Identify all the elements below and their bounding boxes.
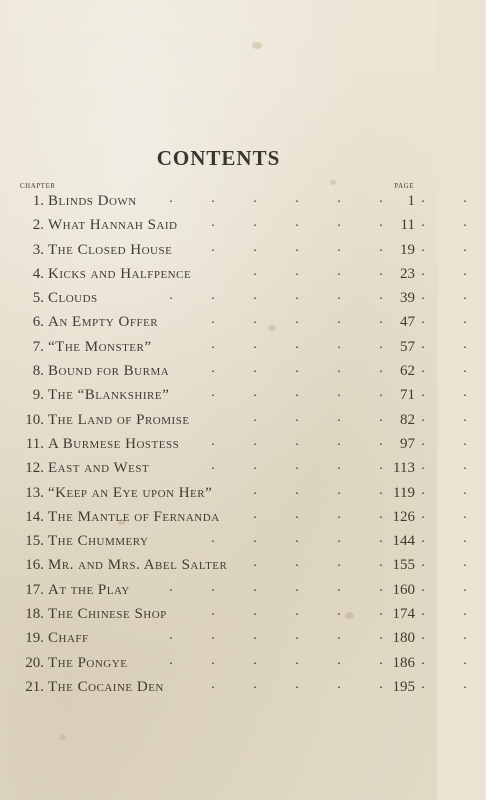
- chapter-number: 11.: [25, 435, 44, 452]
- toc-entry: [0, 506, 467, 531]
- page-number: 113: [393, 460, 415, 477]
- page-number: 57: [400, 338, 415, 355]
- page-number: 19: [400, 241, 415, 258]
- page-number: 174: [392, 606, 415, 623]
- page-number: 1: [407, 193, 415, 209]
- toc-entry: [0, 604, 467, 628]
- chapter-number: 15.: [25, 533, 44, 550]
- chapter-title: The Land of Promise: [48, 411, 190, 428]
- chapter-number: 6.: [32, 314, 44, 331]
- page-number: 82: [400, 411, 415, 428]
- page-column-label: PAGE: [394, 182, 414, 190]
- chapter-number: 21.: [25, 678, 44, 695]
- chapter-number: 10.: [25, 411, 44, 428]
- chapter-title: Chaff: [48, 630, 89, 647]
- toc-entry: [0, 409, 467, 434]
- chapter-number: 5.: [32, 290, 44, 307]
- chapter-title: “Keep an Eye upon Her”: [48, 484, 213, 501]
- chapter-title: A Burmese Hostess: [48, 435, 180, 452]
- chapter-title: The Cocaine Den: [48, 678, 164, 695]
- toc-entry: [0, 628, 467, 652]
- page-number: 119: [393, 484, 415, 501]
- chapter-number: 9.: [32, 387, 44, 404]
- chapter-title: An Empty Offer: [48, 314, 159, 331]
- chapter-number: 18.: [25, 606, 44, 623]
- page-number: 39: [400, 290, 415, 307]
- dot-leader: . . . . . . .: [211, 239, 467, 255]
- page-number: 97: [400, 435, 415, 452]
- dot-leader: . . . . . . . .: [169, 628, 467, 644]
- chapter-title: Mr. and Mrs. Abel Salter: [48, 557, 228, 574]
- page-number: 23: [400, 265, 415, 282]
- chapter-title: East and West: [48, 460, 150, 477]
- chapter-title: At the Play: [48, 581, 130, 598]
- chapter-number: 8.: [32, 363, 44, 380]
- dot-leader: . . . . . . .: [211, 433, 467, 449]
- toc-entry: [0, 676, 467, 701]
- toc-entry: [0, 555, 467, 579]
- dot-leader: . . . . . . .: [211, 604, 467, 620]
- dot-leader: . . . . . .: [253, 482, 467, 498]
- toc-entry: [0, 191, 467, 215]
- toc-entry: [0, 361, 467, 385]
- dot-leader: . . . . . .: [253, 506, 467, 522]
- toc-entry: [0, 263, 467, 288]
- dot-leader: . . . . . . .: [211, 385, 467, 401]
- toc-entry: [0, 215, 467, 239]
- dot-leader: . . . . . . .: [211, 458, 467, 474]
- dot-leader: . . . . . . . .: [169, 191, 467, 206]
- chapter-title: The “Blankshire”: [48, 387, 170, 404]
- chapter-number: 7.: [32, 338, 44, 355]
- chapter-title: Kicks and Halfpence: [48, 265, 192, 282]
- chapter-number: 2.: [32, 217, 44, 234]
- dot-leader: . . . . . .: [253, 555, 467, 571]
- chapter-number: 17.: [25, 581, 44, 598]
- dot-leader: . . . . . . .: [211, 676, 467, 692]
- chapter-number: 3.: [32, 241, 44, 258]
- toc-entry: [0, 652, 467, 677]
- dot-leader: . . . . . . . .: [169, 579, 467, 595]
- dot-leader: . . . . . . .: [211, 312, 467, 328]
- chapter-title: What Hannah Said: [48, 217, 178, 234]
- chapter-number: 14.: [25, 508, 44, 525]
- contents-heading: CONTENTS: [156, 146, 281, 170]
- dot-leader: . . . . . . .: [211, 215, 467, 231]
- toc-entry: [0, 312, 467, 336]
- page-number: 144: [392, 533, 415, 550]
- dot-leader: . . . . . . .: [211, 336, 467, 352]
- toc-entry: [0, 385, 467, 409]
- dot-leader: . . . . . . .: [211, 361, 467, 377]
- toc-entry: [0, 531, 467, 555]
- chapter-title: Blinds Down: [48, 193, 137, 209]
- page-number: 47: [400, 314, 415, 331]
- toc-entry: [0, 579, 467, 604]
- toc-entry: [0, 433, 467, 458]
- page-number: 186: [392, 654, 415, 671]
- chapter-title: The Chummery: [48, 533, 149, 550]
- foxing-spot: [60, 735, 66, 740]
- chapter-number: 12.: [25, 460, 44, 477]
- chapter-title: “The Monster”: [48, 338, 152, 355]
- chapter-number: 4.: [32, 265, 44, 282]
- page-number: 62: [400, 363, 415, 380]
- chapter-title: Clouds: [48, 290, 98, 307]
- page-number: 180: [392, 630, 415, 647]
- dot-leader: . . . . . . .: [211, 531, 467, 547]
- chapter-title: The Mantle of Fernanda: [48, 508, 220, 525]
- page-number: 155: [392, 557, 415, 574]
- chapter-title: Bound for Burma: [48, 363, 170, 380]
- chapter-number: 13.: [25, 484, 44, 501]
- dot-leader: . . . . . .: [253, 409, 467, 425]
- foxing-spot: [330, 180, 336, 185]
- dot-leader: . . . . . . . .: [169, 652, 467, 668]
- foxing-spot: [252, 42, 262, 49]
- table-of-contents: [0, 191, 467, 701]
- chapter-number: 20.: [25, 654, 44, 671]
- page-number: 195: [392, 678, 415, 695]
- toc-entry: [0, 482, 467, 507]
- dot-leader: . . . . . .: [253, 263, 467, 279]
- chapter-number: 19.: [25, 630, 44, 647]
- toc-entry: [0, 336, 467, 361]
- dot-leader: . . . . . . . .: [169, 288, 467, 304]
- page-number: 71: [400, 387, 415, 404]
- page-number: 126: [392, 508, 415, 525]
- chapter-number: 16.: [25, 557, 44, 574]
- chapter-number: 1.: [32, 193, 44, 209]
- chapter-title: The Chinese Shop: [48, 606, 167, 623]
- chapter-title: The Closed House: [48, 241, 173, 258]
- toc-entry: [0, 288, 467, 312]
- toc-entry: [0, 458, 467, 482]
- page-number: 160: [392, 581, 415, 598]
- chapter-column-label: CHAPTER: [20, 182, 56, 190]
- toc-entry: [0, 239, 467, 264]
- page-number: 11: [400, 217, 415, 234]
- chapter-title: The Pongye: [48, 654, 128, 671]
